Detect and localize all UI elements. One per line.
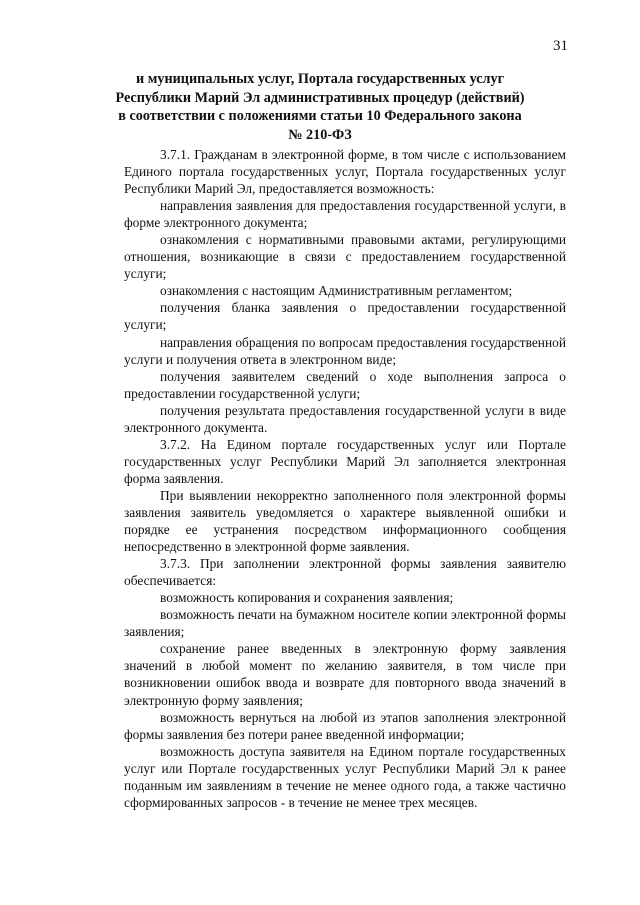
list-item: возможность копирования и сохранения заявления; xyxy=(160,590,454,606)
list-item: ознакомления с настоящим Административным регламентом; xyxy=(160,283,513,299)
document-body xyxy=(124,146,566,811)
list-item: направления заявления для предоставления государственной услуги, в форме электронного документа; xyxy=(124,198,566,231)
list-item: получения бланка заявления о предоставлении государственной услуги; xyxy=(124,300,566,333)
paragraph: При выявлении некорректно заполненного поля электронной формы заявления заявитель уведомляется о характере выявленной ошибки и порядке ее устранения посредством информационного сообщения непосредственно в электронной форме заявления. xyxy=(124,487,566,555)
list-item: сохранение ранее введенных в электронную форму заявления значений в любой момент по желанию заявителя, в том числе при возникновении ошибок ввода и возврате для повторного ввода значений в электронную форму заявления; xyxy=(124,641,566,708)
paragraph-3-7-3: 3.7.3. При заполнении электронной формы заявления заявителю обеспечивается: xyxy=(124,556,566,589)
list-item: получения результата предоставления государственной услуги в виде электронного документа. xyxy=(124,402,566,435)
list-item: ознакомления с нормативными правовыми актами, регулирующими отношения, возникающие в связи с предоставлением государственной услуги; xyxy=(124,232,566,282)
list-item: получения заявителем сведений о ходе выполнения запроса о предоставлении государственной услуги; xyxy=(124,368,566,401)
list-item: возможность вернуться на любой из этапов заполнения электронной формы заявления без потери ранее введенной информации; xyxy=(124,709,566,742)
paragraph-3-7-1: 3.7.1. Гражданам в электронной форме, в том числе с использованием Единого портала государственных услуг, Портала государственных услуг Республики Марий Эл, предоставляется возможность: xyxy=(124,147,566,197)
list-item: возможность доступа заявителя на Едином портале государственных услуг или Портале государственных услуг Республики Марий Эл к ранее поданным им заявлениям в течение не менее одного года, а также частично сформированных запросов - в течение не менее трех месяцев. xyxy=(124,743,566,810)
section-heading: и муниципальных услуг, Портала государственных услуг Республики Марий Эл административных процедур (действий) в соответствии с положениями статьи 10 Федерального закона № 210-ФЗ xyxy=(115,71,525,143)
list-item: направления обращения по вопросам предоставления государственной услуги и получения ответа в электронном виде; xyxy=(124,334,566,367)
page-number: 31 xyxy=(553,38,568,54)
paragraph-3-7-2: 3.7.2. На Едином портале государственных услуг или Портале государственных услуг Республики Марий Эл заполняется электронная форма заявления. xyxy=(124,436,566,486)
list-item: возможность печати на бумажном носителе копии электронной формы заявления; xyxy=(124,607,566,640)
